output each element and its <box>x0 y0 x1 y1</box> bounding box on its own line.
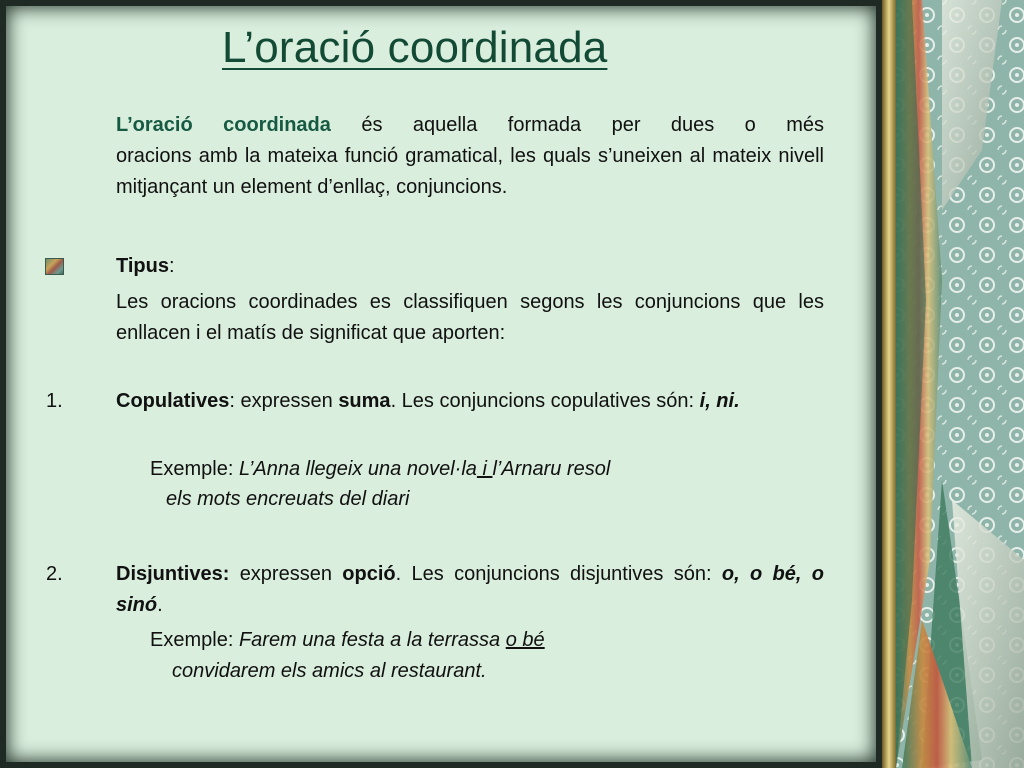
bullet-square-icon <box>45 258 64 275</box>
item-1-number: 1. <box>46 390 63 412</box>
slide-title: L’oració coordinada <box>222 23 608 72</box>
item-2-desc: . Les conjuncions disjuntives són: <box>395 563 722 585</box>
intro-term: L’oració coordinada <box>116 114 331 136</box>
item-2-example-line2: convidarem els amics al restaurant. <box>172 660 487 682</box>
tipus-heading <box>116 251 824 282</box>
item-2-name: Disjuntives: <box>116 563 230 585</box>
item-1-keyword: suma <box>338 390 391 412</box>
item-2-text <box>116 559 824 621</box>
item-1-example-line1 <box>150 454 610 485</box>
item-1-example-b: l’Arnaru resol <box>492 458 611 480</box>
tipus-colon: : <box>168 255 175 277</box>
item-1-example-line2: els mots encreuats del diari <box>166 488 410 510</box>
intro-paragraph <box>116 110 824 203</box>
item-1-text <box>116 386 824 417</box>
item-1-example-label: Exemple: <box>150 458 239 480</box>
item-2-conj: o, o bé, o sinó <box>116 563 824 616</box>
item-1-sep: : expressen <box>229 390 339 412</box>
item-1-name: Copulatives <box>116 390 230 412</box>
item-1-example-conj: i <box>476 458 493 480</box>
item-2-conj-end: . <box>157 594 163 616</box>
drapery-art <box>882 0 1024 768</box>
item-2-keyword: opció <box>342 563 396 585</box>
item-2-example-label: Exemple: <box>150 629 239 651</box>
item-1-conj: i, ni. <box>699 390 740 412</box>
item-1-example-a: L’Anna llegeix una novel·la <box>238 458 477 480</box>
decorative-drapery <box>882 0 1024 768</box>
item-2-example-a: Farem una festa a la terrassa <box>238 629 506 651</box>
intro-rest: oracions amb la mateixa funció gramatical, les quals s’uneixen al mateix nivell mitjançant un element d’enllaç, conjuncions. <box>116 145 824 198</box>
item-2-sep: expressen <box>229 563 343 585</box>
tipus-label: Tipus <box>116 255 169 277</box>
tipus-text: Les oracions coordinades es classifiquen segons les conjuncions que les enllacen i el matís de significat que aporten: <box>116 291 824 344</box>
item-1-desc: . Les conjuncions copulatives són: <box>390 390 700 412</box>
intro-line1: és aquella formada per dues o més <box>361 114 824 136</box>
item-2-number: 2. <box>46 563 63 585</box>
item-2-example-line1 <box>150 625 545 656</box>
item-2-example-conj: o bé <box>505 629 545 651</box>
